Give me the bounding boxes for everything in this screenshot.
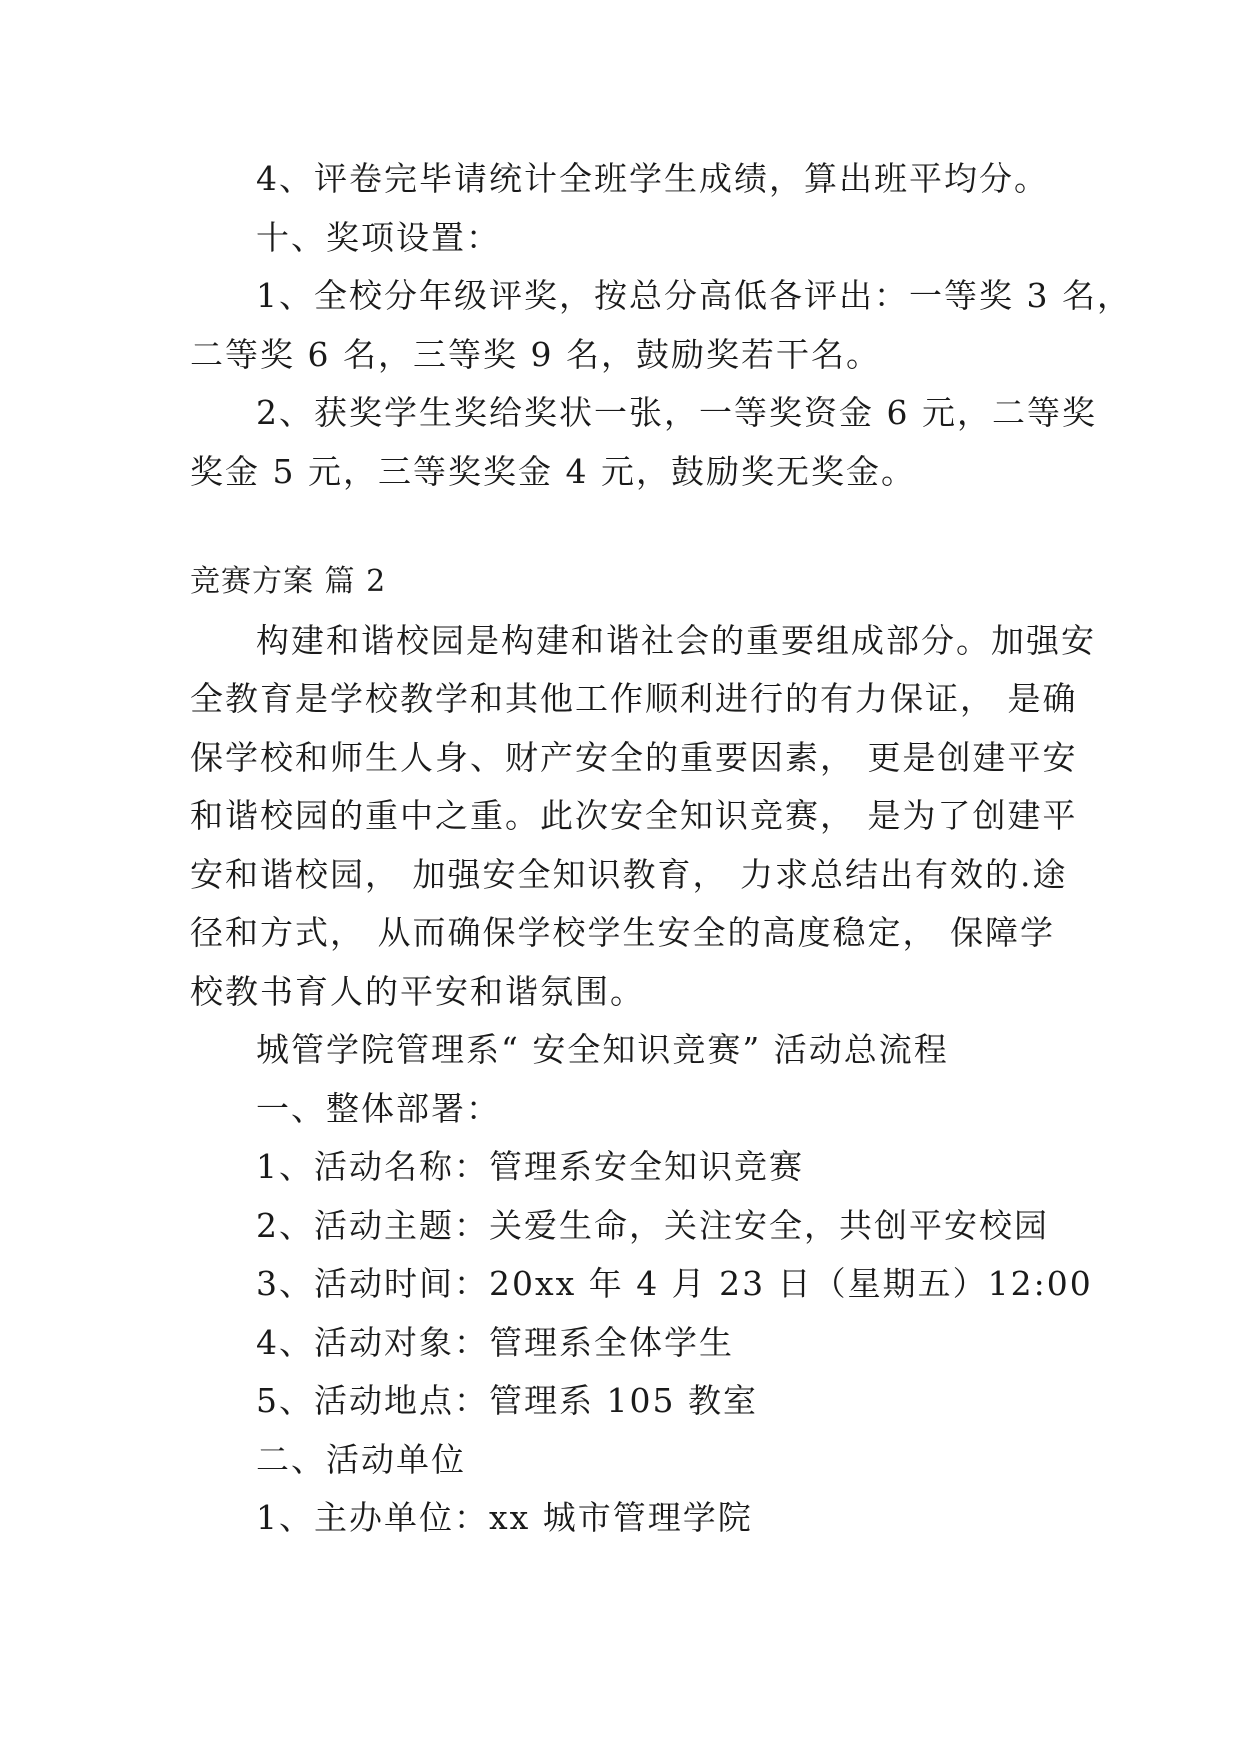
list-item: 1、主办单位：xx 城市管理学院 xyxy=(256,1498,753,1537)
paragraph-line: 4、评卷完毕请统计全班学生成绩，算出班平均分。 xyxy=(256,159,1049,198)
list-heading: 二、活动单位 xyxy=(256,1439,466,1479)
paragraph-line: 保学校和师生人身、财产安全的重要因素， 更是创建平安 xyxy=(190,737,1078,777)
paragraph-line: 全教育是学校教学和其他工作顺利进行的有力保证， 是确 xyxy=(190,679,1078,718)
list-item: 3、活动时间：20xx 年 4 月 23 日（星期五）12:00 xyxy=(256,1264,1093,1303)
paragraph-line: 2、获奖学生奖给奖状一张，一等奖资金 6 元，二等奖 xyxy=(256,393,1097,432)
section-heading-awards: 十、奖项设置： xyxy=(256,217,501,257)
paragraph-line: 奖金 5 元，三等奖奖金 4 元，鼓励奖无奖金。 xyxy=(190,451,916,491)
list-heading: 一、整体部署： xyxy=(256,1088,501,1128)
document-page xyxy=(190,150,1132,1548)
flow-title: 城管学院管理系“ 安全知识竞赛” 活动总流程 xyxy=(256,1030,949,1069)
paragraph-line: 安和谐校园， 加强安全知识教育， 力求总结出有效的.途 xyxy=(190,854,1068,894)
list-item: 2、活动主题：关爱生命，关注安全，共创平安校园 xyxy=(256,1205,1049,1245)
paragraph-line: 二等奖 6 名，三等奖 9 名，鼓励奖若干名。 xyxy=(190,334,881,374)
section-spacer xyxy=(190,501,1050,553)
section-title: 竞赛方案 篇 2 xyxy=(190,564,387,599)
paragraph-line: 径和方式， 从而确保学校学生安全的高度稳定， 保障学 xyxy=(190,913,1055,952)
paragraph-line: 和谐校园的重中之重。此次安全知识竞赛， 是为了创建平 xyxy=(190,796,1078,835)
list-item: 4、活动对象：管理系全体学生 xyxy=(256,1322,734,1362)
list-item: 5、活动地点：管理系 105 教室 xyxy=(256,1381,758,1420)
paragraph-line: 构建和谐校园是构建和谐社会的重要组成部分。加强安 xyxy=(256,620,1096,660)
paragraph-line: 1、全校分年级评奖，按总分高低各评出：一等奖 3 名， xyxy=(256,276,1132,315)
paragraph-line: 校教书育人的平安和谐氛围。 xyxy=(190,971,645,1011)
list-item: 1、活动名称：管理系安全知识竞赛 xyxy=(256,1147,804,1186)
